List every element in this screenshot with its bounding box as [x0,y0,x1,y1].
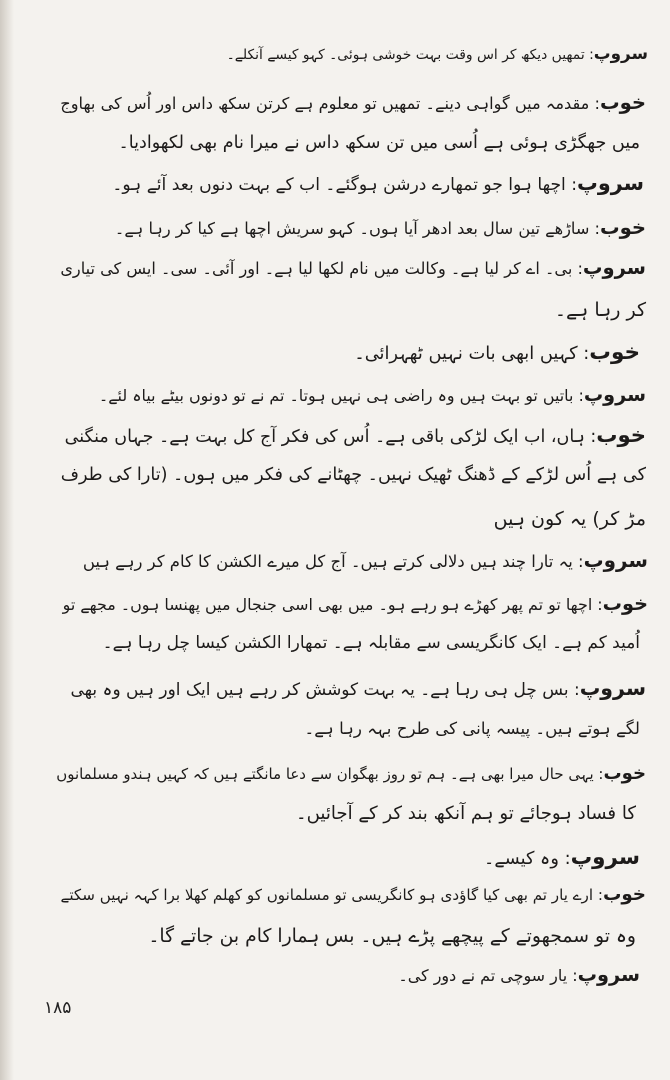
line-text: : یہی حال میرا بھی ہے۔ ہم تو روز بھگوان سے دعا مانگتے ہیں کہ کہیں ہندو مسلمانوں [56,765,604,783]
speaker-name: سروپ [593,43,648,63]
speaker-name: خوب [599,91,646,114]
line-text: : اچھا تو تم پھر کھڑے ہو رہے ہو۔ میں بھی اسی جنجال میں پھنسا ہوں۔ مجھے تو [62,595,603,614]
line-text: : بی۔ اے کر لیا ہے۔ وکالت میں نام لکھا لیا ہے۔ اور آئی۔ سی۔ ایس کی تیاری [60,259,583,278]
dialogue-continuation [296,799,636,829]
line-text: : بس چل ہی رہا ہے۔ یہ بہت کوشش کر رہے ہیں ایک اور ہیں وہ بھی [70,679,580,699]
dialogue-line [226,38,648,68]
speaker-name: سروپ [577,171,644,195]
dialogue-line [114,213,646,243]
speaker-name: خوب [589,340,640,365]
speaker-name: سروپ [579,676,646,700]
dialogue-line [354,338,640,368]
line-text: : تمھیں دیکھ کر اس وقت بہت خوشی ہوئی۔ کہو کیسے آنکلے۔ [226,47,594,63]
dialogue-line [398,960,640,990]
line-text: : یار سوچی تم نے دور کی۔ [398,966,578,985]
line-text: : ساڑھے تین سال بعد ادھر آیا ہوں۔ کہو سریش اچھا ہے کیا کر رہا ہے۔ [114,219,600,238]
line-text: : ہاں، اب ایک لڑکی باقی ہے۔ اُس کی فکر آج کل بہت ہے۔ جہاں منگنی [64,427,597,447]
line-text: : کہیں ابھی بات نہیں ٹھہرائی۔ [354,343,590,364]
speaker-name: سروپ [583,383,646,406]
line-text: : ارے یار تم بھی کیا گاؤدی ہو کانگریسی تو مسلمانوں کو کھلم کھلا برا کہہ نہیں سکتے [60,886,603,904]
line-text: وہ تو سمجھوتے کے پیچھے پڑے ہیں۔ بس ہمارا کام بن جاتے گا۔ [148,926,636,947]
dialogue-continuation [498,295,646,325]
dialogue-line [62,589,648,619]
dialogue-continuation [304,714,640,744]
dialogue-continuation [480,504,646,534]
line-text: : یہ تارا چند ہیں دلالی کرتے ہیں۔ آج کل میرے الکشن کا کام کر رہے ہیں [82,552,584,571]
speaker-name: سروپ [577,963,640,986]
dialogue-line [70,673,646,703]
line-text: کر رہا ہے۔ [554,299,646,321]
speaker-name: سروپ [570,845,640,870]
speaker-name: خوب [603,763,646,784]
speaker-name: سروپ [583,549,648,572]
line-text: لگے ہوتے ہیں۔ پیسہ پانی کی طرح بہہ رہا ہے۔ [304,719,640,738]
line-text: کی ہے اُس لڑکے کے ڈھنگ ٹھیک نہیں۔ چھٹانے کی فکر میں ہوں۔ (تارا کی طرف [60,465,646,485]
dialogue-line [64,420,646,450]
speaker-name: خوب [596,422,646,447]
dialogue-line [60,88,646,118]
dialogue-line [60,253,646,283]
speaker-name: خوب [602,592,648,615]
speaker-name: خوب [602,884,646,905]
line-text: : باتیں تو بہت ہیں وہ راضی ہی نہیں ہوتا۔ تم نے تو دونوں بیٹے بیاہ لئے۔ [98,386,584,405]
dialogue-line [56,759,646,789]
dialogue-continuation [102,628,640,658]
dialogue-continuation [118,128,640,158]
dialogue-line [112,168,644,198]
line-text: : اچھا ہوا جو تمھارے درشن ہوگئے۔ اب کے بہت دنوں بعد آئے ہو۔ [112,175,578,195]
dialogue-continuation [60,460,646,490]
line-text: کا فساد ہوجائے تو ہم آنکھ بند کر کے آجائیں۔ [295,803,636,824]
dialogue-line [82,546,648,576]
dialogue-line [98,380,646,410]
line-text: : مقدمہ میں گواہی دینے۔ تمھیں تو معلوم ہے کرتن سکھ داس اور اُس کی بھاوج [60,94,600,113]
line-text: : وہ کیسے۔ [484,849,571,869]
line-text: مڑ کر) یہ کون ہیں [493,508,646,530]
line-text: اُمید کم ہے۔ ایک کانگریسی سے مقابلہ ہے۔ تمھارا الکشن کیسا چل رہا ہے۔ [102,633,640,653]
speaker-name: سروپ [582,256,646,279]
speaker-name: خوب [599,216,646,239]
dialogue-continuation [148,922,636,952]
dialogue-line [60,880,646,910]
line-text: میں جھگڑی ہوئی ہے اُسی میں تن سکھ داس نے میرا نام بھی لکھوادیا۔ [118,133,640,153]
dialogue-line [484,843,640,873]
page-number: ۱۸۵ [44,998,72,1018]
